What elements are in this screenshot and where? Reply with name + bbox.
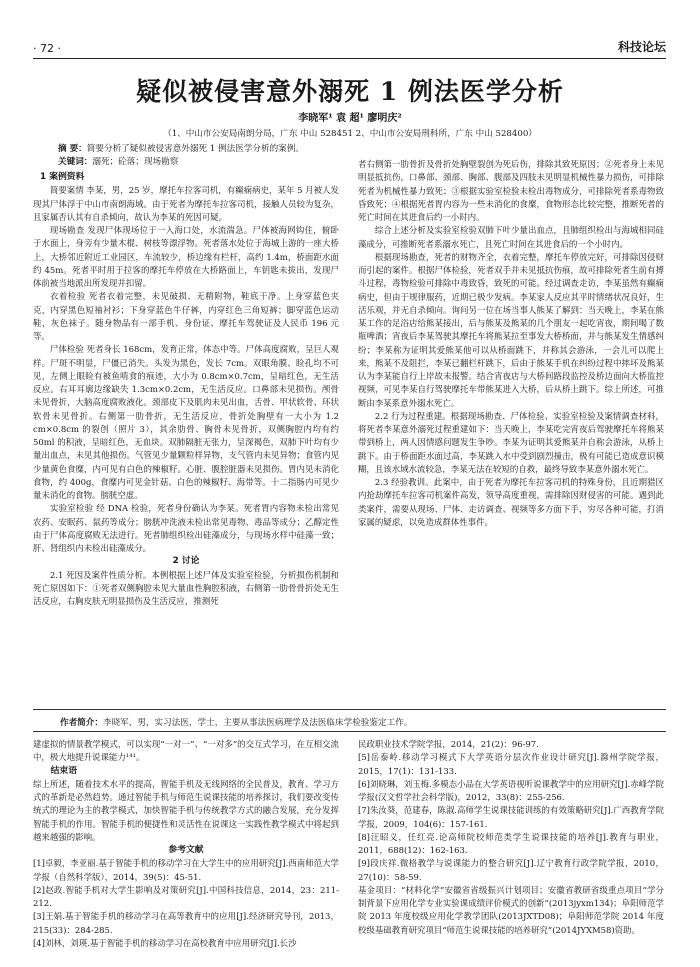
section-heading: 2 讨论 [172, 556, 200, 567]
column-left-lower [33, 738, 339, 950]
section-heading: 结束语 [50, 765, 77, 776]
page-number: · 72 · [33, 42, 61, 55]
body-paragraph: 者右侧第一肋骨折及骨折处胸壁裂创为死后伤，排除其致死原因；②死者身上未见明显抵抗伤，口鼻部、颈部、胸部、腹部及四肢未见明显机械性暴力损伤，可排除死者为机械性暴力致死；③根据实验室检验未检出毒物成分，可排除死者系毒物致昏致死；④根据死者胃内容为一些未消化的食糜，食物形态比较完整，推断死者的死亡时间在其进食后约一小时内。 [358, 159, 664, 222]
section-heading: 参考文献 [168, 845, 204, 855]
body-paragraph: 实验室检验 经 DNA 检验，死者身份确认为李某。死者胃内容物未检出常见农药、安眠药、鼠药等成分；膀胱冲洗液未检出常见毒物、毒品等成分；乙醇定性由于尸体高度腐败无法进行。死者肺组织检出硅藻成分，与现场水样中硅藻一致；肝、肾组织内未检出硅藻成分。 [33, 503, 339, 553]
body-paragraph: 简要案情 李某，男，25 岁，摩托车拉客司机，有癫痫病史，某年 5 月被人发现其尸体浮于中山市南朗海域。由于死者为摩托车拉客司机，接触人员较为复杂，且家属否认其有自杀倾向，故认为李某的死因可疑。 [33, 185, 339, 222]
section-heading: 1 案例资料 [40, 172, 85, 182]
body-paragraph: 2.1 死因及案件性质分析。本例根据上述尸体及实验室检验，分析损伤机制和死亡原因如下：①死者双侧胸腔未见大量血性胸腔积液，右侧第一肋骨骨折处无生活反应，右胸皮肤无明显损伤及生活反应，推测死 [33, 569, 339, 606]
reference-item: [8]汪昭义，任红亮.论高师院校师范类学生说课技能的培养[J].教育与职业，2011，688(12)：162-163. [358, 831, 664, 855]
body-paragraph: 根据现场勘查，死者的财物齐全，衣着完整，摩托车停放完好，可排除因侵财而引起的案件。根据尸体检验，死者双手并未见抵抗伤痕，故可排除死者生前有搏斗过程，毒物检验可排除中毒致昏，致死的可能。经过调查走访，李某虽然有癫痫病史，但由于规律服药，近期已极少发病。李某家人反应其平时情绪状况良好，生活乐观，并无自杀倾向。询问另一位在场当事人熊某了解到：当天晚上，李某在熊某工作的足浴店给熊某接出，后与熊某及熊某的几个朋友一起吃宵夜，期间喝了数瓶啤酒；宵夜后李某驾驶其摩托车将熊某拉至事发大桥桥面，并与熊某发生情感纠纷；李某称为证明其爱熊某他可以从桥面跳下，并称其会游泳，一会儿可以爬上来，熊某不及阻拦，李某已翻栏杆跳下，后由于熊某手机在纠纷过程中摔坏及熊某认为李某能自行上岸故未报警。结合宵夜店与大桥间路段监控及桥边面向大桥监控视频，可见李某自行驾驶摩托车带熊某进入大桥，后从桥上跳下。综上所述，可推断由李某系意外溺水死亡。 [358, 251, 664, 408]
reference-item: [9]段庆祥.微格教学与说课能力的整合研究[J].辽宁教育行政学院学报，2010，27(10)：58-59. [358, 858, 664, 882]
body-paragraph: 现场勘查 发现尸体现场位于一入海口处，水流湍急。尸体被海网钩住，俯卧于水面上，身旁有少量木棍、树枝等漂浮物。死者落水处位于海城上游的一座大桥上，大桥邻近附近工业园区，车流较少，桥边缘有栏杆，高约 1.4m，桥面距水面约 45m。死者平时用于拉客的摩托车停放在大桥路面上，车钥匙未拔出，发现尸体前被当地派出所发现并扣留。 [33, 225, 339, 288]
author-note-label: 作者简介： [60, 718, 103, 728]
body-paragraph: 综合上述分析及实验室检验双肺下叶少量出血点，且肺组织检出与海城相同硅藻成分，可推断死者系溺水死亡，且死亡时间在其进食后的一个小时内。 [358, 225, 664, 249]
reference-item: [5]岳泰岭.移动学习模式下大学英语分层次作业设计研究[J].滁州学院学报，2015，17(1)：131-133. [358, 752, 664, 776]
body-paragraph: 尸体检验 死者身长 168cm，发育正常，体态中等。尸体高度腐败，呈巨人观样。尸斑不明显，尸僵已消失。头发为黑色，发长 7cm。双眼角膜、睑孔均不可见，左侧上眼睑有被鱼啃食的痕迹，大小为 0.8cm×0.7cm，呈暗红色，无生活反应。右耳耳廓边缘缺失 1.3cm×0.2cm，无生活反应。口鼻部未见损伤。颅骨未见骨折，大脑高度腐败液化。颈部皮下及肌肉未见出血，舌骨、甲状软骨、环状软骨未见骨折。右侧第一肋骨折，无生活反应，骨折处胸壁有一大小为 1.2 cm×0.8cm 的裂创（照片 3），其余肋骨、胸骨未见骨折，双侧胸腔内均有约 50ml 的积液，呈暗红色，无血块。双肺隔脏无张力，呈深褐色，双肺下叶均有少量出血点，未见其他损伤。气管见少量颗粒样异物，支气管内未见异物；食管内见少量黄色食糜，内可见有白色的辣椒籽。心脏、腹腔脏器未见损伤。胃内见未消化食物，约 400g，食糜内可见金针菇、白色的辣椒籽、海带等。十二指肠内可见少量未消化的食物。膀胱空虚。 [33, 344, 339, 500]
reference-item: [3]王娟.基于智能手机的移动学习在高等教育中的应用[J].经济研究导刊，2013，215(33)：284-285. [33, 911, 339, 935]
reference-item: 民政职业技术学院学报，2014，21(2)：96-97. [358, 739, 539, 749]
column-right-lower [358, 738, 664, 937]
body-paragraph: 2.3 经验教训。此案中，由于死者为摩托车拉客司机的特殊身份，且近期猎区内抢劫摩托车拉客司机案件高发，领导高度重视，需排除因财侵害的可能。遇到此类案件，需要从现场、尸体、走访调查、视频等多方面下手，穷尽各种可能，打消家属的疑虑，以免造成群体性事件。 [358, 477, 664, 527]
column-left-upper [33, 171, 339, 608]
reference-item: [7]朱汝葵，范建春，陈淑.高师学生说课技能训练的有效策略研究[J].广西教育学院学报，2009，104(6)：157-161. [358, 805, 664, 829]
body-paragraph: 衣着检验 死者衣着完整，未见破损、无精附物，鞋底干净。上身穿蓝色夹克，内穿黑色短袖衬衫；下身穿蓝色牛仔裤，内穿红色三角短裤；脚穿蓝色运动鞋，灰色袜子。随身物品有一部手机、身份证、摩托车驾驶证及人民币 196 元等。 [33, 291, 339, 341]
reference-item: [2]赵政.智能手机对大学生影响及对策研究[J].中国科技信息，2014，23：211-212. [33, 884, 339, 908]
article-title: 疑似被侵害意外溺死 1 例法医学分析 [136, 77, 564, 106]
body-paragraph: 综上所述，随着技术水平的提高，智能手机及无线网络的全民普及，教育、学习方式的革新是必然趋势。通过智能手机与师范生说课技能的培养探讨，我们要改变传统式的理论为主的教学模式，加快智能手机与传统教学方式的融合发展，充分发挥智能手机的作用。智能手机的便捷性和灵活性在说课这一实践性教学模式中将起到越来越强的影响。 [33, 778, 339, 842]
reference-item: [6]刘晓琳，刘玉梅.多模态小品在大学英语视听说课教学中的应用研究[J].赤峰学院学报(汉文哲学社会科学版)，2012，33(8)：255-256. [358, 778, 664, 802]
author-note-text: 李晓军，男，实习法医，学士，主要从事法医病理学及法医临床学检验鉴定工作。 [102, 718, 413, 728]
author-affiliation: （1、中山市公安局南朗分局，广东 中山 528451 2、中山市公安局刑科所，广东 中山 528400） [163, 129, 537, 139]
abstract-label: 摘 要： [58, 144, 87, 154]
column-right-upper [358, 158, 664, 529]
body-paragraph: 建虚拟的情景教学模式，可以实现“一对一”、“一对多”的交互式学习，在互相交流中，极大地提升说课能力¹⁴¹。 [33, 739, 339, 763]
body-paragraph: 2.2 行为过程重建。根据现场勘查、尸体检验、实验室检验及案情调查材料，将死者李某意外溺死过程重建如下：当天晚上，李某吃完宵夜后驾驶摩托车将熊某带到桥上，两人因情感问题发生争吵。李某为证明其爱熊某并自称会游泳，从桥上跳下。由于桥面距水面过高，李某跳入水中受到剧烈撞击，极有可能已造成意识模糊，且该水域水流较急，李某无法在较短的自救，最终导致李某意外溺水死亡。 [358, 410, 664, 474]
article-authors: 李晓军¹ 袁 超¹ 廖明庆² [298, 113, 402, 124]
keywords-text: 溺死；砼落；现场勘察 [92, 157, 179, 167]
author-note [60, 716, 412, 728]
abstract-text: 简要分析了疑似被侵害意外溺死 1 例法医学分析的案例。 [86, 144, 304, 154]
separator-rule [33, 709, 666, 710]
keywords-label: 关键词： [58, 157, 93, 167]
separator-rule [33, 731, 666, 732]
journal-name: 科技论坛 [617, 40, 666, 54]
reference-item: [1]卓毅，李亚丽.基于智能手机的移动学习在大学生中的应用研究[J].西南师范大学学报（自然科学版），2014，39(5)：45-51. [33, 858, 339, 882]
abstract [58, 143, 642, 156]
reference-item: 基金项目：“材料化学”安徽省省级振兴计划项目；安徽省教研省级重点项目“学分制背景下应用化学专业实验课成绩评价模式的创新”(2013jyxm134)；阜阳师范学院 2013 年度校级应用化学教学团队(2013JXTD08)；阜阳师范学院 2014 年度校级基础教育研究项目“师范生说课技能的培养研究”(2014JYXM58)资助。 [358, 884, 664, 935]
header-rule [33, 58, 666, 59]
reference-item: [4]刘林，刘瑛.基于智能手机的移动学习在高校教育中应用研究[J].长沙 [33, 937, 297, 948]
